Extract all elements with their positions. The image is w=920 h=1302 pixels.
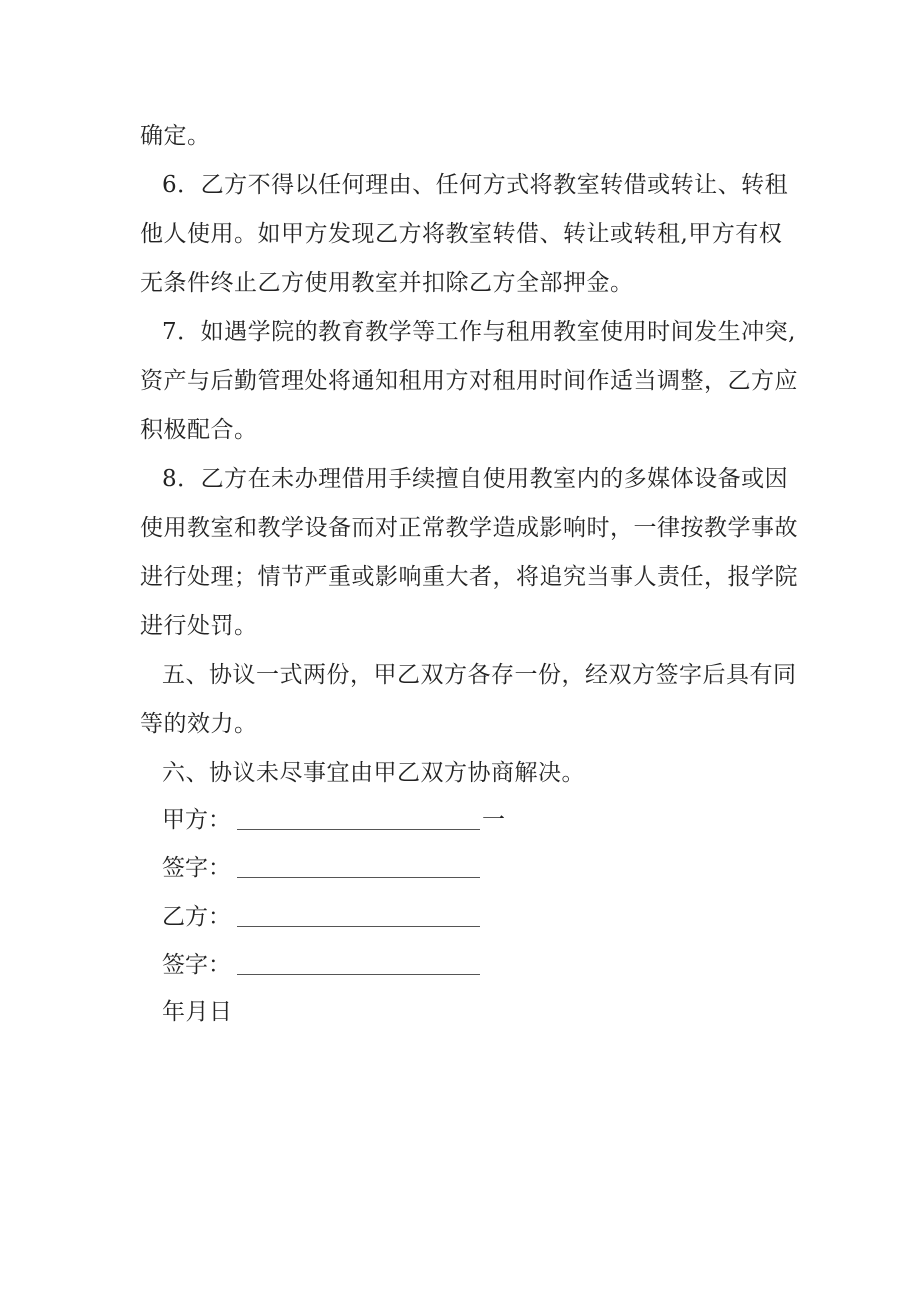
paragraph-line-12: 五、协议一式两份，甲乙双方各存一份，经双方签字后具有同 — [162, 662, 797, 688]
paragraph-line-2: 6．乙方不得以任何理由、任何方式将教室转借或转让、转租 — [162, 172, 789, 198]
paragraph-line-7: 积极配合。 — [140, 417, 258, 443]
paragraph-line-8: 8．乙方在未办理借用手续擅自使用教室内的多媒体设备或因 — [162, 466, 789, 492]
signature-row-party-b — [162, 902, 236, 932]
paragraph-line-10: 进行处理；情节严重或影响重大者，将追究当事人责任，报学院 — [140, 564, 798, 590]
signature-label: 甲方： — [162, 807, 231, 833]
date-line: 年月日 — [162, 999, 233, 1025]
signature-label: 乙方： — [162, 904, 231, 930]
paragraph-line-6: 资产与后勤管理处将通知租用方对租用时间作适当调整，乙方应 — [140, 368, 798, 394]
signature-row-sign-b — [162, 950, 236, 980]
signature-row-sign-a — [162, 853, 236, 883]
signature-label: 签字： — [162, 952, 231, 978]
paragraph-line-5: 7．如遇学院的教育教学等工作与租用教室使用时间发生冲突, — [162, 319, 796, 345]
paragraph-line-14: 六、协议未尽事宜由甲乙双方协商解决。 — [162, 760, 585, 786]
paragraph-line-1: 确定。 — [140, 123, 211, 149]
signature-blank-line[interactable] — [237, 829, 480, 830]
paragraph-line-11: 进行处罚。 — [140, 613, 258, 639]
signature-label: 签字： — [162, 855, 231, 881]
signature-blank-line[interactable] — [237, 877, 480, 878]
signature-blank-line[interactable] — [237, 926, 480, 927]
signature-blank-line[interactable] — [237, 974, 480, 975]
signature-row-party-a — [162, 805, 505, 835]
paragraph-line-9: 使用教室和教学设备而对正常教学造成影响时，一律按教学事故 — [140, 515, 798, 541]
paragraph-line-13: 等的效力。 — [140, 711, 258, 737]
paragraph-line-4: 无条件终止乙方使用教室并扣除乙方全部押金。 — [140, 270, 634, 296]
paragraph-line-3: 他人使用。如甲方发现乙方将教室转借、转让或转租,甲方有权 — [140, 221, 783, 247]
signature-tail-mark: 一 — [482, 807, 505, 833]
